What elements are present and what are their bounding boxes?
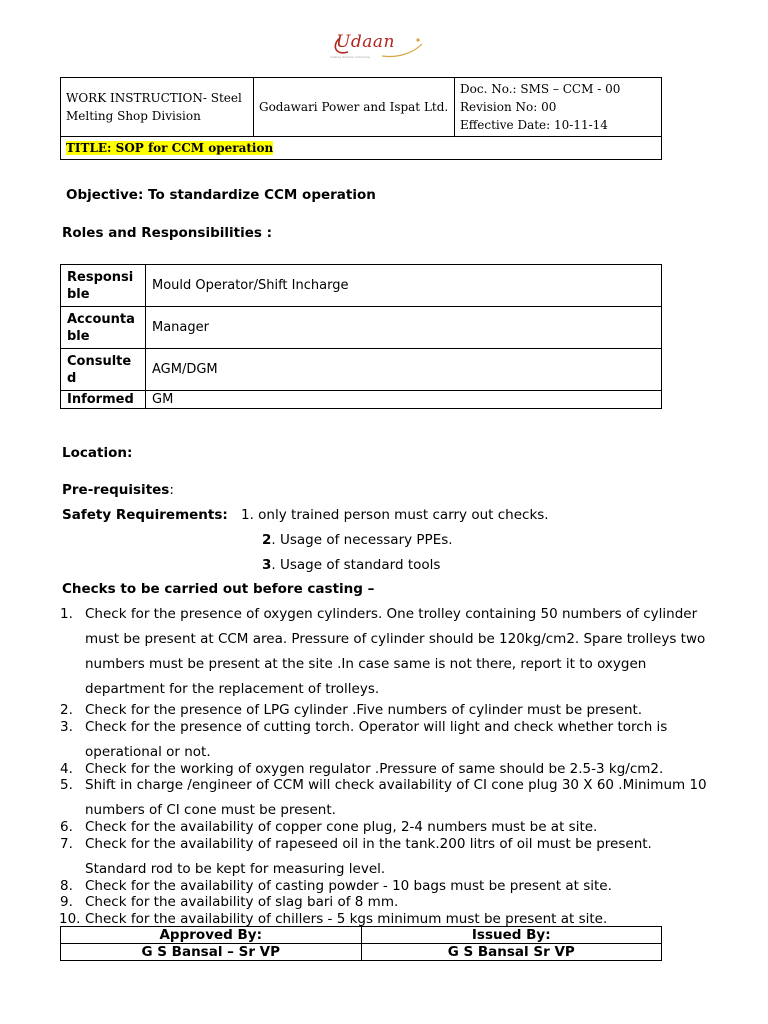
company-name-cell: Godawari Power and Ispat Ltd. <box>254 78 455 137</box>
issued-by-name: G S Bansal Sr VP <box>361 944 662 961</box>
doc-number: Doc. No.: SMS – CCM - 00 <box>460 82 621 96</box>
revision-number: Revision No: 00 <box>460 100 557 114</box>
check-number: 7. <box>60 835 73 852</box>
issued-by-label: Issued By: <box>361 927 662 944</box>
check-item <box>60 715 710 765</box>
checks-list <box>60 602 710 927</box>
title-cell <box>61 137 662 160</box>
approved-by-label: Approved By: <box>61 927 362 944</box>
raci-row <box>61 349 662 391</box>
check-number: 4. <box>60 760 73 777</box>
check-text: Check for the availability of slag bari of 8 mm. <box>85 894 399 910</box>
effective-date: Effective Date: 10-11-14 <box>460 118 608 132</box>
check-text: Check for the availability of casting powder - 10 bags must be present at site. <box>85 877 612 894</box>
check-text: Check for the availability of rapeseed oil in the tank.200 litrs of oil must be present. Standard rod to be kept for measuring level. <box>85 835 652 877</box>
raci-assignee: Mould Operator/Shift Incharge <box>146 265 662 307</box>
udaan-logo <box>322 30 432 66</box>
checks-heading: Checks to be carried out before casting – <box>62 581 375 597</box>
safety-item-number: 3 <box>262 557 272 573</box>
prerequisites-heading <box>62 481 174 499</box>
raci-assignee: Manager <box>146 307 662 349</box>
check-item <box>60 878 710 895</box>
raci-role: Responsible <box>61 265 146 307</box>
check-item <box>60 602 710 702</box>
check-number: 8. <box>60 877 73 894</box>
safety-item <box>262 556 440 574</box>
work-instruction-cell: WORK INSTRUCTION- Steel Melting Shop Division <box>61 78 254 137</box>
raci-row <box>61 391 662 409</box>
objective-heading: Objective: To standardize CCM operation <box>66 187 376 203</box>
doc-info-cell <box>455 78 662 137</box>
check-item <box>60 832 710 882</box>
raci-table <box>60 264 662 409</box>
logo-text: Udaan <box>336 32 395 52</box>
logo-tagline: making dreams come true <box>330 55 370 59</box>
check-text: Check for the presence of LPG cylinder .Five numbers of cylinder must be present. <box>85 702 643 718</box>
document-title: TITLE: SOP for CCM operation <box>66 141 274 155</box>
safety-item-text: . only trained person must carry out checks. <box>249 507 549 523</box>
safety-item-number: 2 <box>262 532 272 548</box>
check-item <box>60 894 710 911</box>
safety-item <box>262 531 453 549</box>
raci-row <box>61 307 662 349</box>
check-number: 5. <box>60 777 73 793</box>
safety-label: Safety Requirements: <box>62 507 228 523</box>
raci-assignee: GM <box>146 391 662 409</box>
prerequisites-colon: : <box>169 482 174 498</box>
raci-role: Informed <box>61 391 146 409</box>
check-text: Check for the presence of cutting torch. Operator will light and check whether torch is operational or not. <box>85 718 668 760</box>
location-label: Location: <box>62 445 133 461</box>
check-item <box>60 911 710 928</box>
raci-assignee: AGM/DGM <box>146 349 662 391</box>
raci-row <box>61 265 662 307</box>
check-text: Check for the availability of copper cone plug, 2-4 numbers must be at site. <box>85 819 598 835</box>
check-number: 10. <box>59 910 81 927</box>
roles-heading: Roles and Responsibilities : <box>62 225 272 241</box>
document-header-table <box>60 77 662 160</box>
safety-item-text: . Usage of standard tools <box>271 557 441 573</box>
check-number: 9. <box>60 894 73 910</box>
check-item <box>60 773 710 823</box>
approved-by-name: G S Bansal – Sr VP <box>61 944 362 961</box>
check-number: 3. <box>60 718 73 735</box>
safety-item-number: 1 <box>241 507 250 523</box>
prerequisites-label: Pre-requisites <box>62 482 170 498</box>
check-number: 6. <box>60 819 73 835</box>
check-text: Check for the availability of chillers - 5 kgs minimum must be present at site. <box>85 910 608 927</box>
safety-item <box>241 506 549 524</box>
check-text: Check for the presence of oxygen cylinders. One trolley containing 50 numbers of cylinder must be present at CCM area. Pressure of cylinder should be 120kg/cm2. Spare trolleys two numbers must be present at the site .In case same is not there, report it to oxygen department for the replacement of trolleys. <box>85 606 706 697</box>
raci-role: Consulted <box>61 349 146 391</box>
raci-role: Accountable <box>61 307 146 349</box>
check-text: Check for the working of oxygen regulator .Pressure of same should be 2.5-3 kg/cm2. <box>85 760 664 777</box>
signoff-table <box>60 926 662 961</box>
check-text: Shift in charge /engineer of CCM will check availability of CI cone plug 30 X 60 .Minimum 10 numbers of CI cone must be present. <box>85 777 707 818</box>
check-number: 2. <box>60 702 73 718</box>
safety-item-text: . Usage of necessary PPEs. <box>271 532 453 548</box>
check-number: 1. <box>60 606 73 622</box>
